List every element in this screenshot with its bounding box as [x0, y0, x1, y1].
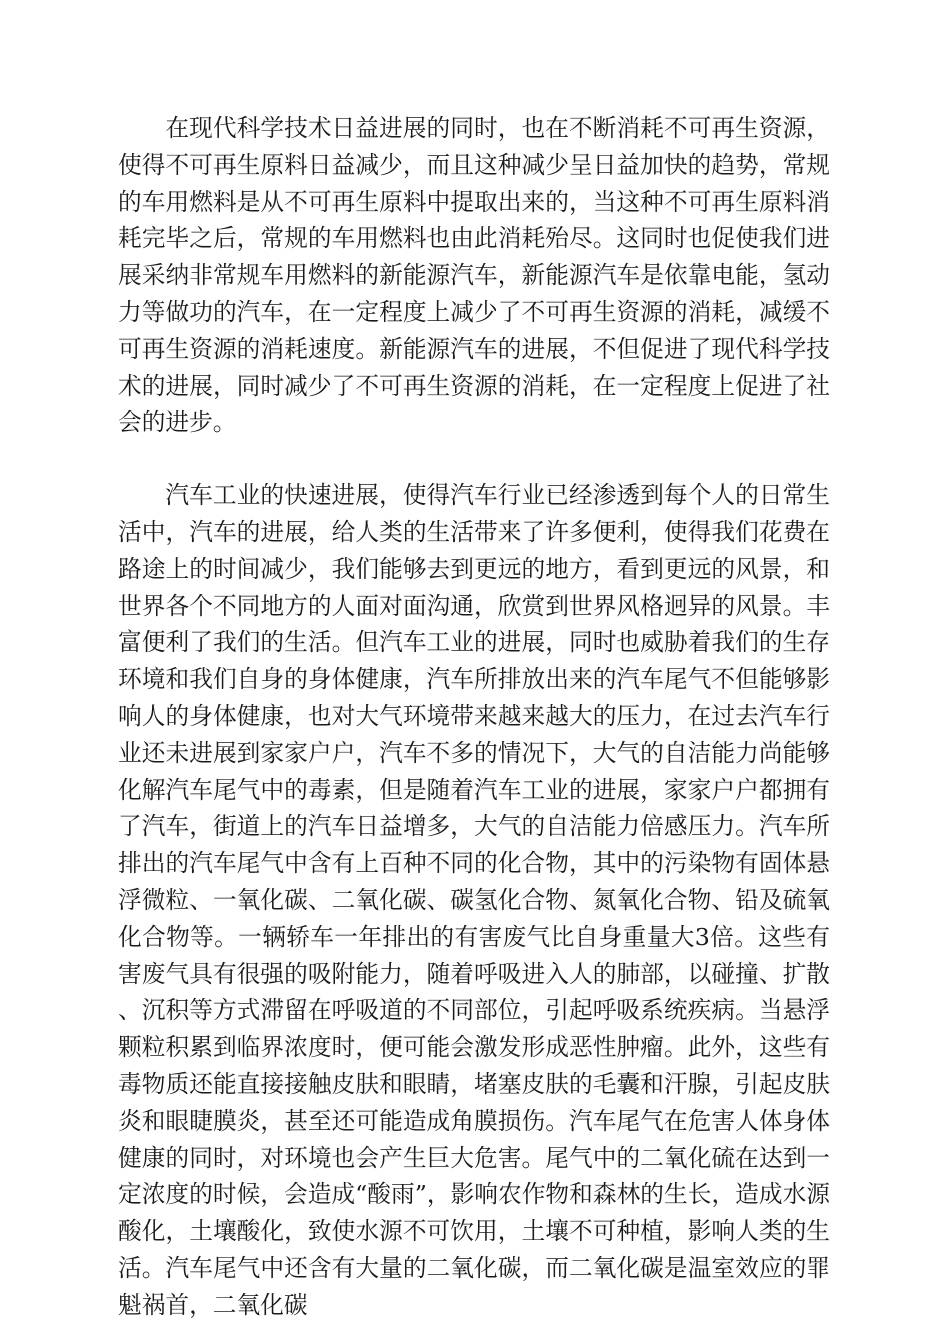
- paragraph-2: 汽车工业的快速进展，使得汽车行业已经渗透到每个人的日常生活中，汽车的进展，给人类的生活带来了许多便利，使得我们花费在路途上的时间减少，我们能够去到更远的地方，看到更远的风景，和世界各个不同地方的人面对面沟通，欣赏到世界风格迥异的风景。丰富便利了我们的生活。但汽车工业的进展，同时也威胁着我们的生存环境和我们自身的身体健康，汽车所排放出来的汽车尾气不但能够影响人的身体健康，也对大气环境带来越来越大的压力，在过去汽车行业还未进展到家家户户，汽车不多的情况下，大气的自洁能力尚能够化解汽车尾气中的毒素，但是随着汽车工业的进展，家家户户都拥有了汽车，街道上的汽车日益增多，大气的自洁能力倍感压力。汽车所排出的汽车尾气中含有上百种不同的化合物，其中的污染物有固体悬浮微粒、一氧化碳、二氧化碳、碳氢化合物、氮氧化合物、铅及硫氧化合物等。一辆轿车一年排出的有害废气比自身重量大3倍。这些有害废气具有很强的吸附能力，随着呼吸进入人的肺部，以碰撞、扩散、沉积等方式滞留在呼吸道的不同部位，引起呼吸系统疾病。当悬浮颗粒积累到临界浓度时，便可能会激发形成恶性肿瘤。此外，这些有毒物质还能直接接触皮肤和眼睛，堵塞皮肤的毛囊和汗腺，引起皮肤炎和眼睫膜炎，甚至还可能造成角膜损伤。汽车尾气在危害人体身体健康的同时，对环境也会产生巨大危害。尾气中的二氧化硫在达到一定浓度的时候，会造成“酸雨”，影响农作物和森林的生长，造成水源酸化，土壤酸化，致使水源不可饮用，土壤不可种植，影响人类的生活。汽车尾气中还含有大量的二氧化碳，而二氧化碳是温室效应的罪魁祸首，二氧化碳: [118, 481, 830, 1319]
- document-body: [118, 110, 830, 1324]
- paragraph-1: 在现代科学技术日益进展的同时，也在不断消耗不可再生资源，使得不可再生原料日益减少，而且这种减少呈日益加快的趋势，常规的车用燃料是从不可再生原料中提取出来的，当这种不可再生原料消耗完毕之后，常规的车用燃料也由此消耗殆尽。这同时也促使我们进展采纳非常规车用燃料的新能源汽车，新能源汽车是依靠电能，氢动力等做功的汽车，在一定程度上减少了不可再生资源的消耗，减缓不可再生资源的消耗速度。新能源汽车的进展，不但促进了现代科学技术的进展，同时减少了不可再生资源的消耗，在一定程度上促进了社会的进步。: [118, 114, 830, 437]
